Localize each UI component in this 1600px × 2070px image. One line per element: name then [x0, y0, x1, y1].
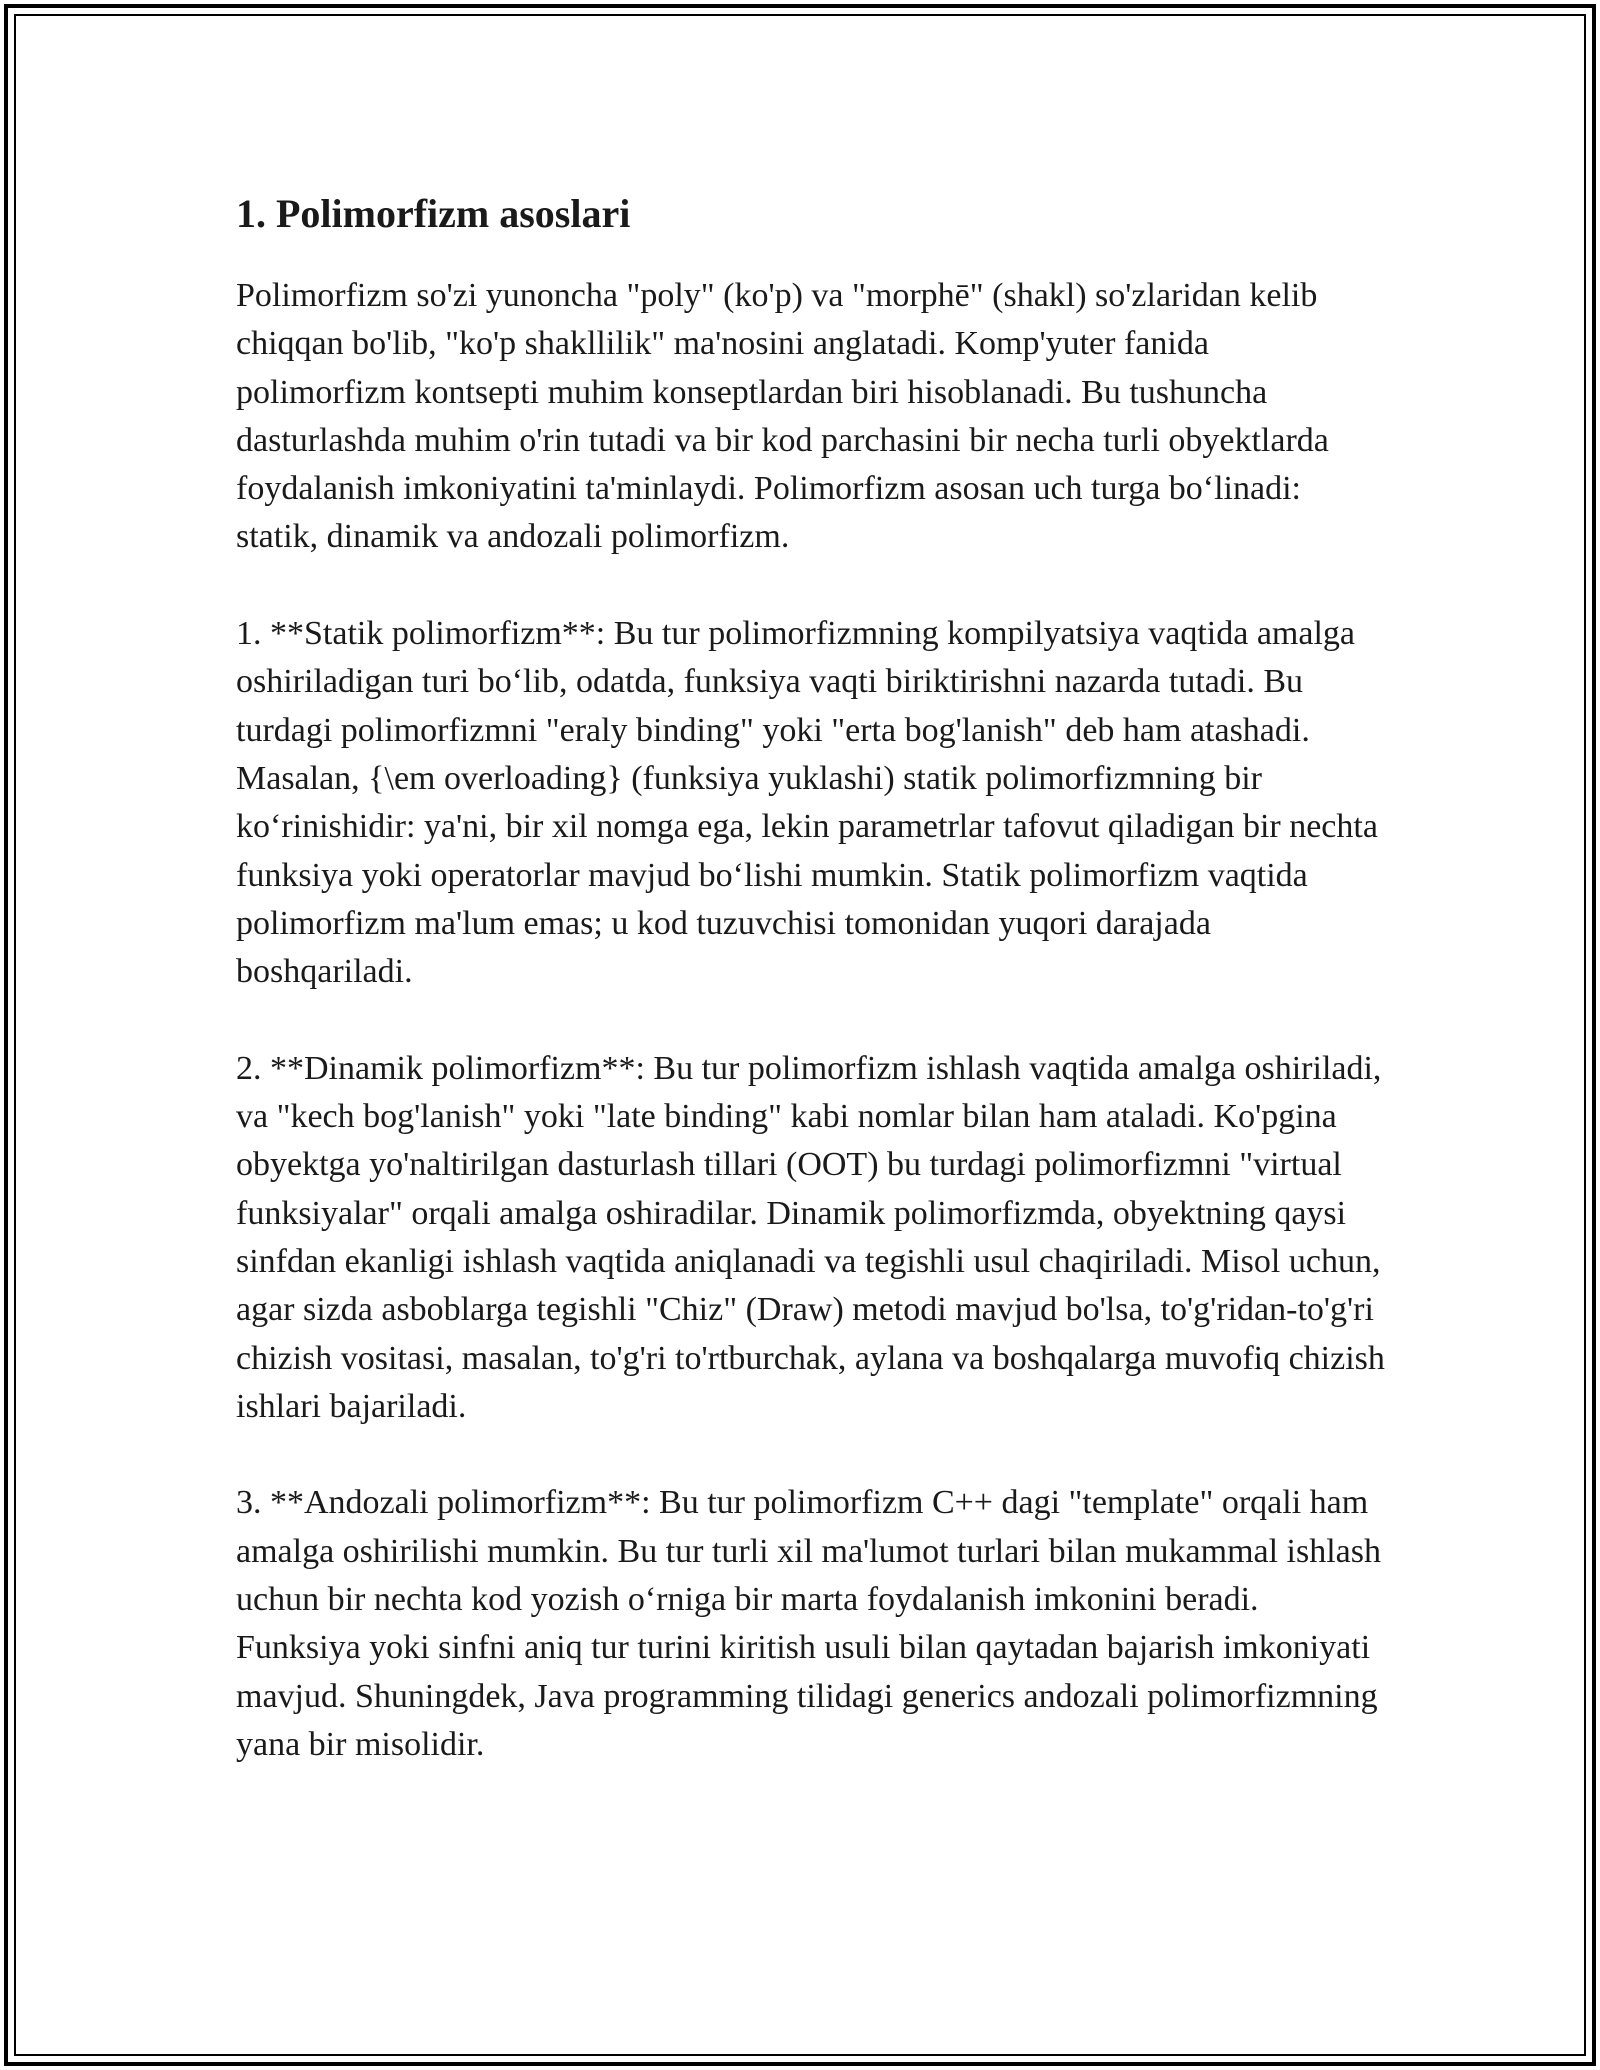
paragraph-dynamic-polymorphism: 2. **Dinamik polimorfizm**: Bu tur polimorfizm ishlash vaqtida amalga oshiriladi, va "kech bog'lanish" yoki "late binding" kabi nomlar bilan ham ataladi. Ko'pgina obyektga yo'naltirilgan dasturlash tillari (OOT) bu turdagi polimorfizmni "virtual funksiyalar" orqali amalga oshiradilar. Dinamik polimorfizmda, obyektning qaysi sinfdan ekanligi ishlash vaqtida aniqlanadi va tegishli usul chaqiriladi. Misol uchun, agar sizda asboblarga tegishli "Chiz" (Draw) metodi mavjud bo'lsa, to'g'ridan-to'g'ri chizish vositasi, masalan, to'g'ri to'rtburchak, aylana va boshqalarga muvofiq chizish ishlari bajariladi.	[236, 1049, 1385, 1425]
paragraph-static-polymorphism: 1. **Statik polimorfizm**: Bu tur polimorfizmning kompilyatsiya vaqtida amalga oshiriladigan turi bo‘lib, odatda, funksiya vaqti biriktirishni nazarda tutadi. Bu turdagi polimorfizmni "eraly binding" yoki "erta bog'lanish" deb ham atashadi. Masalan, {\em overloading} (funksiya yuklashi) statik polimorfizmning bir ko‘rinishidir: ya'ni, bir xil nomga ega, lekin parametrlar tafovut qiladigan bir nechta funksiya yoki operatorlar mavjud bo‘lishi mumkin. Statik polimorfizm vaqtida polimorfizm ma'lum emas; u kod tuzuvchisi tomonidan yuqori darajada boshqariladi.	[236, 615, 1378, 991]
document-body	[236, 186, 1386, 1818]
paragraph-template-polymorphism: 3. **Andozali polimorfizm**: Bu tur polimorfizm C++ dagi "template" orqali ham amalga oshirilishi mumkin. Bu tur turli xil ma'lumot turlari bilan mukammal ishlash uchun bir nechta kod yozish o‘rniga bir marta foydalanish imkonini beradi. Funksiya yoki sinfni aniq tur turini kiritish usuli bilan qaytadan bajarish imkoniyati mavjud. Shuningdek, Java programming tilidagi generics andozali polimorfizmning yana bir misolidir.	[236, 1484, 1381, 1763]
paragraph-intro: Polimorfizm so'zi yunoncha "poly" (ko'p) va "morphē" (shakl) so'zlaridan kelib chiqqan bo'lib, "ko'p shakllilik" ma'nosini anglatadi. Komp'yuter fanida polimorfizm kontsepti muhim konseptlardan biri hisoblanadi. Bu tushuncha dasturlashda muhim o'rin tutadi va bir kod parchasini bir necha turli obyektlarda foydalanish imkoniyatini ta'minlaydi. Polimorfizm asosan uch turga bo‘linadi: statik, dinamik va andozali polimorfizm.	[236, 277, 1329, 556]
section-title: 1. Polimorfizm asoslari	[236, 191, 631, 236]
